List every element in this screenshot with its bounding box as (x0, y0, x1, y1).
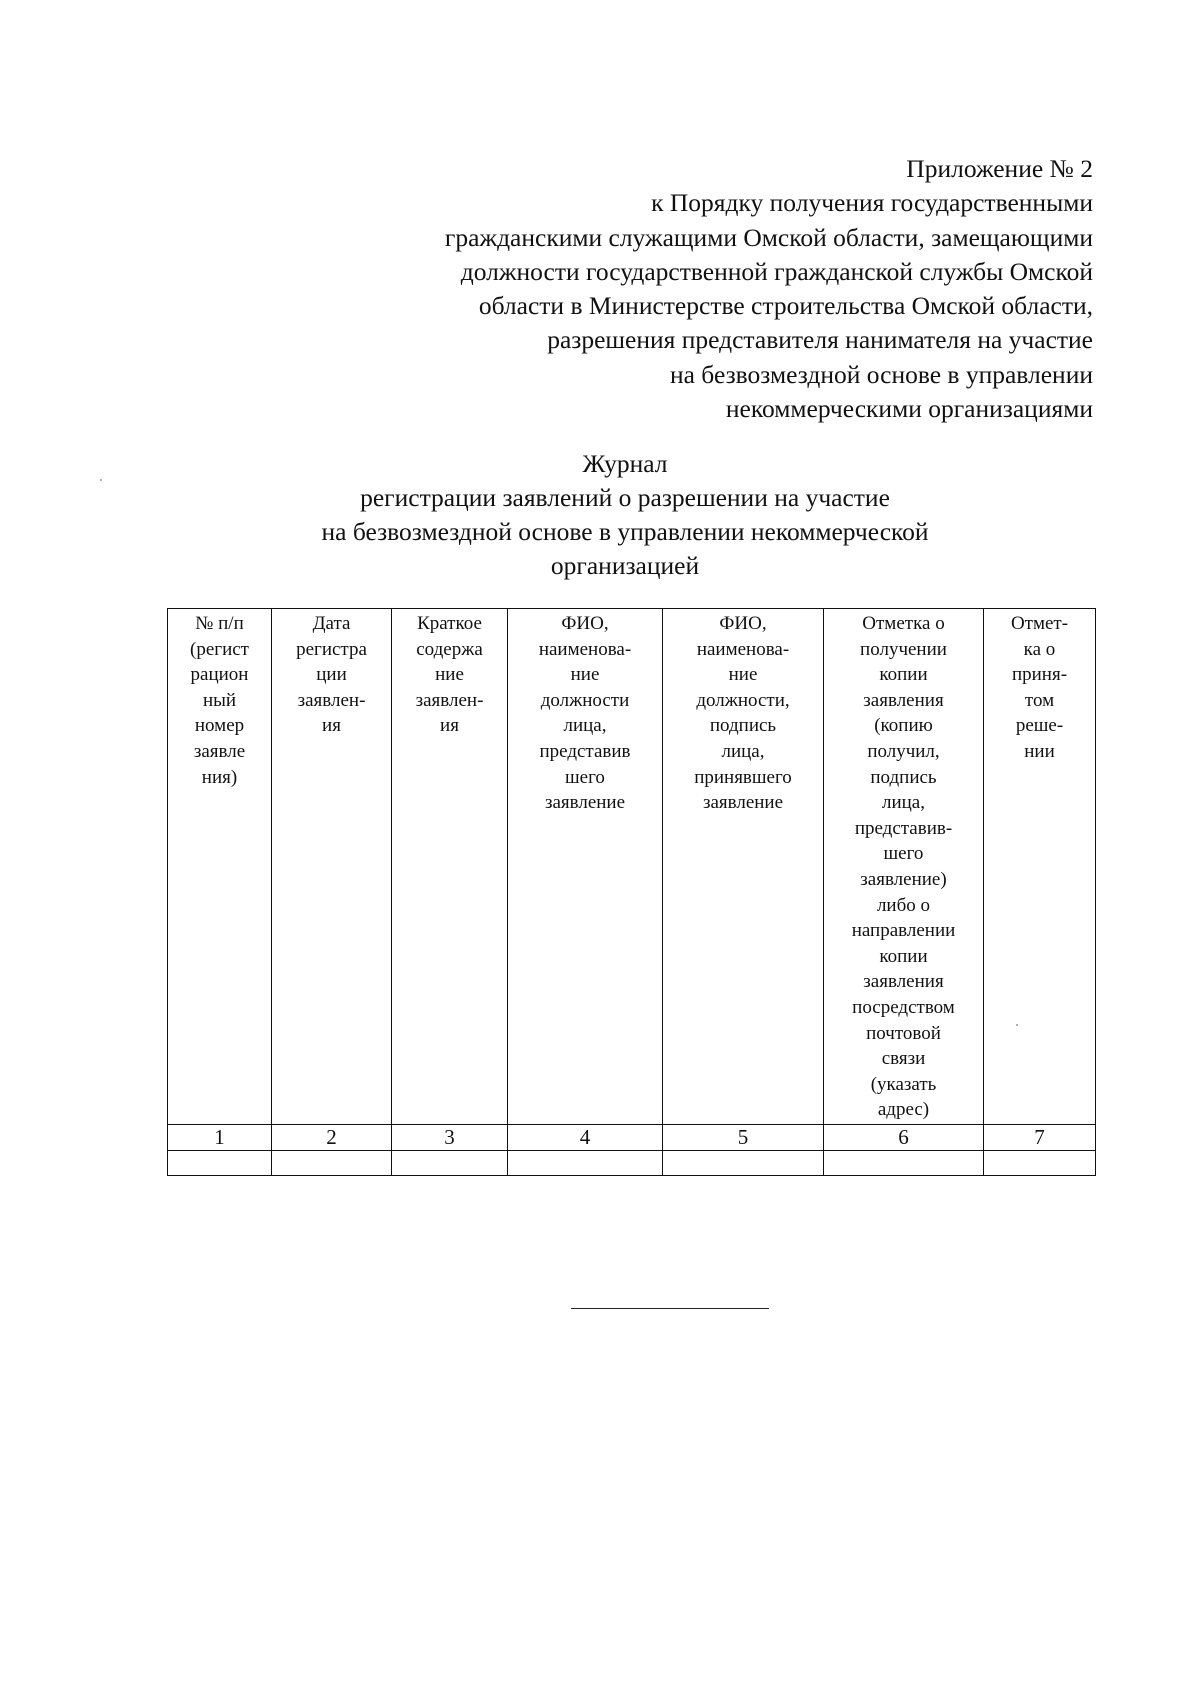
journal-title-line: на безвозмездной основе в управлении некоммерческой (321, 517, 929, 546)
header-cell (272, 609, 392, 1125)
header-cell-line: Отметка о (862, 613, 945, 634)
header-cell-line: (копию (874, 715, 933, 737)
header-cell-line: адрес) (877, 1099, 930, 1121)
header-cell (508, 609, 663, 1125)
scan-speck (1016, 1024, 1018, 1026)
header-cell-line: заявлен- (415, 689, 484, 711)
appendix-line: на безвозмездной основе в управлении (669, 359, 1093, 389)
header-cell-line: лица, (881, 792, 925, 814)
header-cell-line: ния) (201, 766, 238, 788)
column-number-cell: 3 (392, 1125, 508, 1151)
journal-title-line: регистрации заявлений о разрешении на участие (360, 483, 890, 512)
header-cell (168, 609, 272, 1125)
empty-entry-cell (984, 1151, 1096, 1176)
appendix-line: некоммерческими организациями (725, 394, 1093, 424)
empty-entry-cell (392, 1151, 508, 1176)
header-cell (663, 609, 824, 1125)
appendix-line: гражданскими служащими Омской области, замещающими (444, 222, 1093, 252)
header-cell-line: ия (322, 715, 341, 737)
header-cell-line: получении (860, 638, 947, 660)
header-cell-line: подпись (709, 715, 777, 737)
header-cell-line: заявление (702, 792, 784, 814)
header-cell-line: копии (879, 664, 928, 686)
header-cell-line: ФИО, (561, 613, 609, 634)
header-cell-line: шего (565, 766, 605, 788)
registration-journal-table (167, 608, 1096, 1176)
header-cell-line: наименова- (696, 638, 790, 660)
column-number-row (168, 1125, 1096, 1151)
header-cell-line: № п/п (195, 613, 244, 634)
header-cell-line: заявление) (860, 868, 947, 890)
header-cell (984, 609, 1096, 1125)
header-cell-line: Краткое (417, 613, 482, 634)
header-cell-line: (указать (870, 1073, 937, 1095)
header-cell-line: должности (540, 689, 630, 711)
header-cell-line: заявлен- (297, 689, 366, 711)
appendix-line: области в Министерстве строительства Омской области, (478, 291, 1093, 321)
journal-title-line: организацией (550, 551, 700, 580)
header-cell-line: заявление (544, 792, 626, 814)
header-cell-line: том (1024, 689, 1055, 711)
header-cell-line: представив- (854, 817, 953, 839)
appendix-line: разрешения представителя нанимателя на участие (547, 325, 1093, 355)
empty-entry-cell (168, 1151, 272, 1176)
header-cell-line: заявления (863, 689, 944, 711)
empty-entry-cell (508, 1151, 663, 1176)
appendix-line: должности государственной гражданской службы Омской (460, 256, 1093, 286)
header-cell-line: ции (316, 664, 347, 686)
header-cell-line: должности, (696, 689, 790, 711)
appendix-heading (333, 152, 1093, 426)
header-cell-line: получил, (867, 740, 940, 762)
journal-title-line: Журнал (582, 449, 668, 478)
column-number-cell: 4 (508, 1125, 663, 1151)
header-cell-line: ный (202, 689, 237, 711)
header-cell-line: лица, (563, 715, 607, 737)
scan-speck (100, 479, 102, 481)
header-cell-line: ние (728, 664, 758, 686)
footer-divider (571, 1308, 769, 1309)
header-cell-line: ка о (1023, 638, 1056, 660)
header-cell-line: реше- (1015, 715, 1064, 737)
appendix-line: Приложение № 2 (906, 154, 1093, 183)
header-cell-line: ние (435, 664, 464, 686)
header-cell-line: приня- (1011, 664, 1068, 686)
header-cell-line: регистра (296, 638, 367, 660)
header-cell (392, 609, 508, 1125)
header-cell-line: рацион (190, 664, 249, 686)
header-cell-line: представив (539, 740, 631, 762)
header-cell-line: копии (879, 945, 928, 967)
header-cell-line: заявления (863, 971, 944, 993)
header-cell-line: принявшего (694, 766, 792, 788)
journal-title (230, 447, 1020, 583)
header-cell-line: ФИО, (719, 613, 767, 634)
header-cell-line: подпись (870, 766, 937, 788)
header-cell-line: Дата (312, 613, 351, 634)
empty-entry-cell (663, 1151, 824, 1176)
table-row (168, 1151, 1096, 1176)
header-cell-line: посредством (852, 996, 955, 1018)
header-cell-line: заявле (193, 740, 246, 762)
header-cell-line: шего (883, 843, 924, 865)
header-cell-line: (регист (190, 638, 249, 660)
column-number-cell: 7 (984, 1125, 1096, 1151)
header-cell-line: Отмет- (1010, 613, 1069, 634)
header-cell-line: наименова- (538, 638, 632, 660)
header-cell-line: ние (570, 664, 600, 686)
column-number-cell: 5 (663, 1125, 824, 1151)
column-number-cell: 6 (824, 1125, 984, 1151)
header-cell-line: номер (194, 715, 245, 737)
header-cell-line: почтовой (866, 1022, 941, 1044)
appendix-line: к Порядку получения государственными (651, 188, 1093, 218)
header-cell-line: либо о (876, 894, 931, 916)
column-number-cell: 2 (272, 1125, 392, 1151)
header-cell-line: ия (440, 715, 459, 737)
header-cell-line: направлении (851, 920, 956, 942)
header-cell-line: лица, (721, 740, 765, 762)
header-cell-line: нии (1024, 740, 1055, 762)
empty-entry-cell (272, 1151, 392, 1176)
header-cell-line: связи (881, 1048, 926, 1070)
header-cell (824, 609, 984, 1125)
table-header-row (168, 609, 1096, 1125)
header-cell-line: содержа (416, 638, 483, 660)
empty-entry-cell (824, 1151, 984, 1176)
column-number-cell: 1 (168, 1125, 272, 1151)
